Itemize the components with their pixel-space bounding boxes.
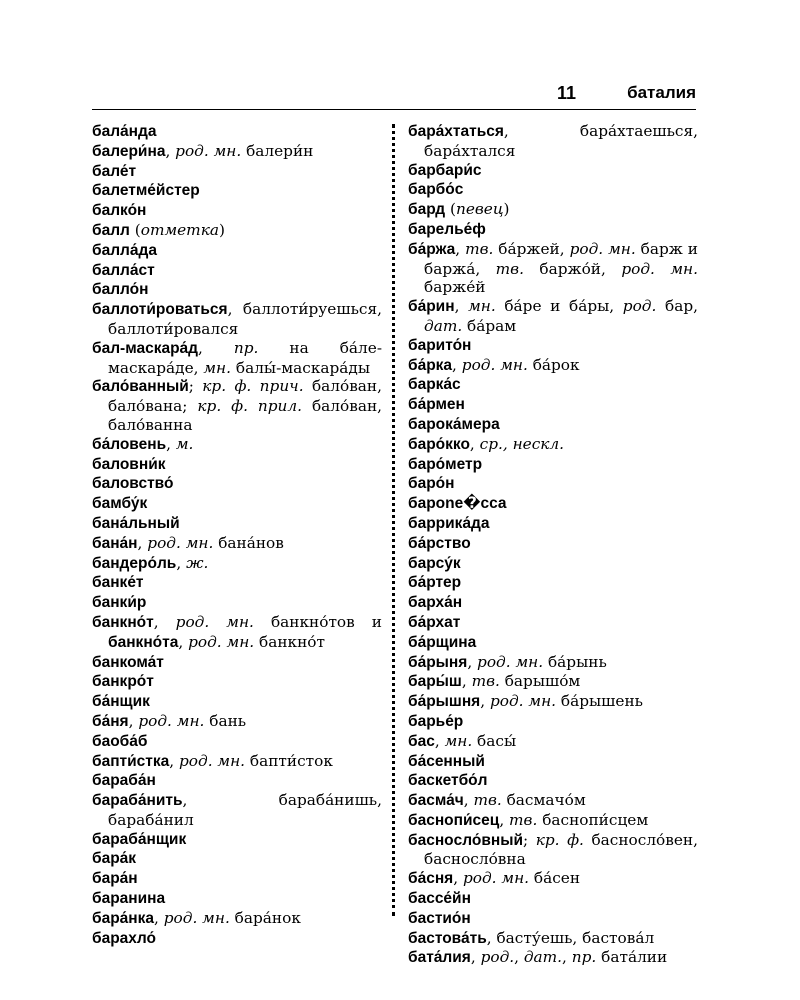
entry-text: баснопи́сцем xyxy=(537,810,649,829)
entry-text: ; xyxy=(188,377,203,396)
entry-text: , xyxy=(461,672,472,691)
headword: ба́нщик xyxy=(92,693,150,711)
entry-text: ба́ржей, xyxy=(493,239,570,258)
dictionary-entry xyxy=(92,692,382,712)
headword: бара́н xyxy=(92,870,138,888)
grammar-note: тв. xyxy=(473,791,502,810)
headword: балла́да xyxy=(92,241,157,259)
entry-text: басы́ xyxy=(472,731,517,750)
grammar-note: пр. xyxy=(233,338,259,357)
entry-text: бало́ван, бало́ванна xyxy=(108,397,382,434)
dictionary-entry xyxy=(408,455,698,475)
entry-text: балери́н xyxy=(241,141,314,160)
entry-text: барж и баржа́, xyxy=(424,239,698,278)
headword: барха́н xyxy=(408,594,463,612)
dictionary-entry xyxy=(408,395,698,415)
headword: барахло́ xyxy=(92,929,157,947)
grammar-note: род. xyxy=(622,297,657,316)
grammar-note: ср., нескл. xyxy=(479,434,565,453)
headword: балери́на xyxy=(92,142,166,160)
headword: баловство́ xyxy=(92,475,174,493)
headword: банки́р xyxy=(92,594,147,612)
headword: бандеро́ль xyxy=(92,554,177,572)
entry-text: ) xyxy=(218,220,225,239)
dictionary-entry xyxy=(408,653,698,673)
entry-text: ба́ре и ба́ры, xyxy=(495,297,623,316)
dictionary-entry xyxy=(408,180,698,200)
entry-text: , xyxy=(455,239,466,258)
dictionary-entry xyxy=(92,593,382,613)
grammar-note: род. мн. xyxy=(175,612,254,631)
entry-text: баржо́й, xyxy=(523,259,622,278)
entry-text: , xyxy=(470,948,481,967)
dictionary-entry xyxy=(408,811,698,831)
headword: балко́н xyxy=(92,202,147,220)
right-column xyxy=(408,122,698,968)
dictionary-entry xyxy=(408,161,698,181)
entry-text: , xyxy=(153,612,176,631)
headword: ба́ртер xyxy=(408,574,462,592)
headword: ба́ржа xyxy=(408,240,456,258)
headword: бараба́нить xyxy=(92,792,183,810)
dictionary-entry xyxy=(408,336,698,356)
dictionary-entry xyxy=(408,909,698,929)
dictionary-entry xyxy=(92,869,382,889)
headword: бара́хтаться xyxy=(408,123,504,140)
headword: баро́метр xyxy=(408,455,483,473)
grammar-note: род. мн. xyxy=(138,711,205,730)
entry-text: басмачо́м xyxy=(501,791,586,810)
grammar-note: род. мн. xyxy=(569,239,636,258)
dictionary-entry xyxy=(92,889,382,909)
dictionary-entry xyxy=(408,752,698,772)
entry-text: барже́й xyxy=(424,278,486,297)
dictionary-entry xyxy=(408,200,698,220)
entry-text: , xyxy=(165,141,176,160)
grammar-note: кр. ф. xyxy=(535,830,584,849)
grammar-note: дат. xyxy=(523,948,563,967)
dictionary-entry xyxy=(92,122,382,142)
headword: баранина xyxy=(92,890,166,908)
dictionary-entry xyxy=(408,573,698,593)
headword: барone�сса xyxy=(408,495,507,513)
dictionary-entry xyxy=(408,494,698,514)
entry-text: , xyxy=(434,731,445,750)
entry-text: , xyxy=(480,692,490,711)
dictionary-entry xyxy=(92,613,382,653)
dictionary-entry xyxy=(408,220,698,240)
headword: ба́рышня xyxy=(408,693,481,711)
dictionary-entry xyxy=(408,534,698,554)
dictionary-entry xyxy=(408,593,698,613)
entry-text: ( xyxy=(445,200,456,219)
dictionary-entry xyxy=(92,142,382,162)
entry-text: бало́ван, бало́вана; xyxy=(108,377,382,416)
grammar-note: тв. xyxy=(495,259,524,278)
entry-text: , xyxy=(137,533,148,552)
dictionary-entry xyxy=(408,692,698,712)
grammar-note: тв. xyxy=(471,672,500,691)
headword: балл xyxy=(92,221,130,239)
headword: барсу́к xyxy=(408,554,461,572)
dictionary-entry xyxy=(408,122,698,161)
dictionary-entry xyxy=(408,554,698,574)
headword: бара́нка xyxy=(92,909,155,927)
left-column xyxy=(92,122,382,948)
headword: балла́ст xyxy=(92,261,155,279)
dictionary-entry xyxy=(92,653,382,673)
entry-text: , xyxy=(178,632,189,651)
headword: бамбу́к xyxy=(92,495,148,513)
grammar-note: род. мн. xyxy=(489,692,557,711)
dictionary-entry xyxy=(92,554,382,574)
headword: ба́рмен xyxy=(408,396,465,414)
dictionary-entry xyxy=(408,435,698,455)
entry-text: ( xyxy=(129,220,141,239)
grammar-note: тв. xyxy=(465,239,494,258)
headword: ба́рщина xyxy=(408,633,477,651)
entry-text: , басту́ешь, бастова́л xyxy=(486,928,655,947)
grammar-note: род. мн. xyxy=(163,908,230,927)
entry-text: банкно́тов и xyxy=(253,612,382,631)
grammar-note: певец xyxy=(455,200,504,219)
entry-text: бара́нок xyxy=(229,908,301,927)
dictionary-entry xyxy=(408,771,698,791)
headword: бана́н xyxy=(92,534,138,552)
entry-text: барышо́м xyxy=(499,672,581,691)
headword: банкома́т xyxy=(92,653,164,671)
grammar-note: мн. xyxy=(468,297,496,316)
entry-text: , xyxy=(499,810,510,829)
entry-text: , xyxy=(452,355,462,374)
dictionary-entry xyxy=(92,261,382,281)
dictionary-entry xyxy=(92,181,382,201)
entry-text: , xyxy=(454,297,469,316)
dictionary-entry xyxy=(92,712,382,732)
headword: бараба́н xyxy=(92,772,156,790)
column-divider xyxy=(392,124,395,916)
dictionary-entry xyxy=(408,929,698,949)
dictionary-entry xyxy=(92,909,382,929)
dictionary-entry xyxy=(408,474,698,494)
grammar-note: мн. xyxy=(444,731,473,750)
grammar-note: род. мн. xyxy=(179,751,246,770)
headword: бастова́ть xyxy=(408,929,487,947)
headword: барито́н xyxy=(408,336,472,354)
headword: ба́ловень xyxy=(92,435,167,453)
entry-text: , xyxy=(467,652,478,671)
headword: бараба́нщик xyxy=(92,830,187,848)
entry-text: ба́рынь xyxy=(543,652,607,671)
headword: барье́р xyxy=(408,712,464,730)
dictionary-entry xyxy=(408,297,698,336)
entry-text: , xyxy=(198,338,234,357)
dictionary-entry xyxy=(92,300,382,339)
grammar-note: кр. ф. прич. xyxy=(202,377,304,396)
entry-text: ба́рышень xyxy=(556,692,643,711)
entry-text: , xyxy=(453,869,463,888)
dictionary-entry xyxy=(408,869,698,889)
headword: ба́сня xyxy=(408,870,454,888)
dictionary-entry xyxy=(92,534,382,554)
dictionary-entry xyxy=(92,221,382,241)
grammar-note: кр. ф. прил. xyxy=(197,397,303,416)
dictionary-entry xyxy=(92,573,382,593)
headword: баллоти́роваться xyxy=(92,301,228,319)
headword: баррика́да xyxy=(408,514,490,532)
headword: бапти́стка xyxy=(92,752,170,770)
entry-text: басносло́вен, басносло́вна xyxy=(424,830,698,869)
headword: барка́с xyxy=(408,376,461,394)
dictionary-entry xyxy=(408,791,698,811)
dictionary-entry xyxy=(408,672,698,692)
entry-text: ба́рам xyxy=(462,316,517,335)
headword: ба́сенный xyxy=(408,752,485,770)
headword: баловни́к xyxy=(92,455,166,473)
headword: банке́т xyxy=(92,574,144,592)
dictionary-entry xyxy=(92,494,382,514)
dictionary-entry xyxy=(408,415,698,435)
headword: баснопи́сец xyxy=(408,811,500,829)
headword: ба́рхат xyxy=(408,613,461,631)
grammar-note: род. мн. xyxy=(461,355,528,374)
entry-text: , xyxy=(128,711,139,730)
entry-text: , бара́хтаешься, бара́хтался xyxy=(424,122,698,160)
entry-text: , xyxy=(463,791,474,810)
dictionary-entry xyxy=(408,948,698,968)
headword: балетме́йстер xyxy=(92,182,200,200)
grammar-note: род. мн. xyxy=(477,652,544,671)
grammar-note: род. мн. xyxy=(621,259,698,278)
dictionary-entry xyxy=(92,732,382,752)
entry-text: ; xyxy=(523,830,536,849)
headword: баро́н xyxy=(408,475,455,493)
entry-text: , баллоти́руешься, баллоти́ровался xyxy=(108,300,382,338)
headword: балло́н xyxy=(92,281,149,299)
dictionary-entry xyxy=(408,356,698,376)
entry-text: бапти́сток xyxy=(245,751,333,770)
dictionary-entry xyxy=(92,514,382,534)
grammar-note: род. мн. xyxy=(175,141,242,160)
dictionary-entry xyxy=(92,339,382,378)
entry-text: бана́нов xyxy=(213,533,284,552)
entry-text: на ба́ле-маскара́де, xyxy=(108,338,382,377)
headword: баскетбо́л xyxy=(408,772,488,790)
headword: бана́льный xyxy=(92,514,180,532)
entry-text: , xyxy=(562,948,572,967)
dictionary-entry xyxy=(92,455,382,475)
page-header xyxy=(92,83,696,110)
grammar-note: пр. xyxy=(571,948,597,967)
entry-text: , xyxy=(469,434,480,453)
headword: бассе́йн xyxy=(408,890,471,908)
dictionary-entry xyxy=(92,672,382,692)
dictionary-entry xyxy=(92,929,382,949)
dictionary-entry xyxy=(408,240,698,297)
grammar-note: отметка xyxy=(140,220,219,239)
headword: баснoсло́вный xyxy=(408,831,524,849)
dictionary-entry xyxy=(92,830,382,850)
dictionary-entry xyxy=(408,889,698,909)
entry-text: , xyxy=(514,948,524,967)
headword: бало́ванный xyxy=(92,378,189,396)
headword: ба́рыня xyxy=(408,653,468,671)
grammar-note: мн. xyxy=(203,358,231,377)
dictionary-entry xyxy=(408,633,698,653)
entry-text: , xyxy=(169,751,179,770)
dictionary-entry xyxy=(92,791,382,830)
dictionary-entry xyxy=(408,613,698,633)
dictionary-entry xyxy=(408,712,698,732)
dictionary-entry xyxy=(92,849,382,869)
dictionary-entry xyxy=(92,280,382,300)
headword: бард xyxy=(408,201,446,219)
headword: барбари́с xyxy=(408,161,482,179)
headword: банкро́т xyxy=(92,673,154,691)
headword: бас xyxy=(408,732,435,750)
dictionary-entry xyxy=(408,375,698,395)
entry-text: балы́-маскара́ды xyxy=(231,358,371,377)
entry-text: , xyxy=(176,553,187,572)
headword: бара́к xyxy=(92,850,137,868)
page-number: 11 xyxy=(556,83,576,103)
entry-text: , xyxy=(166,434,176,453)
headword: ба́ня xyxy=(92,712,129,730)
entry-text: бата́лии xyxy=(596,948,668,967)
dictionary-entry xyxy=(92,752,382,772)
headword: барока́мера xyxy=(408,415,500,433)
entry-text: ) xyxy=(503,200,510,219)
entry-text: бар, xyxy=(656,297,698,316)
grammar-note: дат. xyxy=(424,316,463,335)
grammar-note: род. мн. xyxy=(462,869,530,888)
headword: баро́кко xyxy=(408,435,470,453)
dictionary-entry xyxy=(408,831,698,870)
headword: ба́рство xyxy=(408,534,471,552)
dictionary-entry xyxy=(92,201,382,221)
dictionary-entry xyxy=(408,732,698,752)
entry-text: , бараба́нишь, бараба́нил xyxy=(108,791,382,829)
dictionary-entry xyxy=(92,377,382,434)
grammar-note: род. мн. xyxy=(147,533,214,552)
grammar-note: род. xyxy=(480,948,515,967)
headword: бары́ш xyxy=(408,673,462,691)
dictionary-entry xyxy=(92,162,382,182)
entry-text: , xyxy=(154,908,164,927)
headword: бастио́н xyxy=(408,909,471,927)
running-head: баталия xyxy=(627,83,696,102)
dictionary-entry xyxy=(92,435,382,455)
headword: бале́т xyxy=(92,162,137,180)
dictionary-entry xyxy=(92,771,382,791)
headword: баоба́б xyxy=(92,732,148,750)
grammar-note: м. xyxy=(175,434,194,453)
dictionary-entry xyxy=(92,474,382,494)
grammar-note: ж. xyxy=(186,553,209,572)
headword: барелье́ф xyxy=(408,220,486,238)
entry-text: бань xyxy=(204,711,247,730)
headword: ба́рин xyxy=(408,298,455,316)
entry-text: ба́рок xyxy=(527,355,580,374)
headword: бал-маскара́д xyxy=(92,339,199,357)
headword: банкно́т xyxy=(92,613,154,631)
dictionary-entry xyxy=(92,241,382,261)
grammar-note: род. мн. xyxy=(188,632,255,651)
grammar-note: тв. xyxy=(509,810,538,829)
entry-text: ба́сен xyxy=(529,869,581,888)
dictionary-entry xyxy=(408,514,698,534)
headword: ба́рка xyxy=(408,356,453,374)
headword: бата́лия xyxy=(408,949,471,967)
headword: банкно́та xyxy=(108,633,179,651)
headword: басма́ч xyxy=(408,792,464,810)
headword: барбо́с xyxy=(408,181,464,199)
headword: бала́нда xyxy=(92,123,157,140)
entry-text: банкно́т xyxy=(254,632,325,651)
